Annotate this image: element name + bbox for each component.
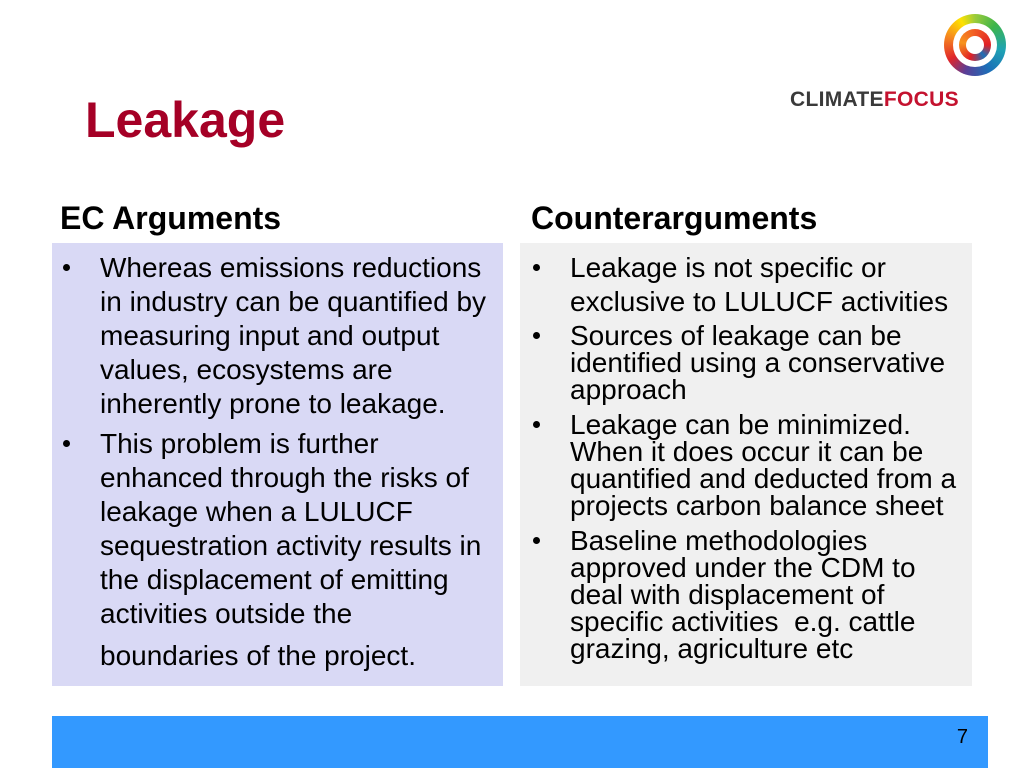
- logo-wordmark: [790, 88, 959, 112]
- bullet-line: leakage when a LULUCF: [100, 496, 413, 527]
- bullet-item: [52, 251, 503, 421]
- bullet-icon: [63, 440, 70, 447]
- counterarguments-heading: Counterarguments: [531, 200, 818, 236]
- logo-word-climate: CLIMATE: [790, 88, 884, 111]
- bullet-line: approach: [570, 374, 687, 405]
- bullet-line: approved under the CDM to: [570, 552, 916, 583]
- bullet-line: values, ecosystems are: [100, 354, 393, 385]
- bullet-line: When it does occur it can be: [570, 436, 924, 467]
- bullet-line: grazing, agriculture etc: [570, 633, 854, 664]
- bullet-line: quantified and deducted from a: [570, 463, 957, 494]
- bullet-icon: [533, 421, 540, 428]
- counterarguments-panel: [520, 243, 972, 686]
- page-number: 7: [956, 726, 968, 748]
- bullet-line: identified using a conservative: [570, 347, 946, 378]
- bullet-icon: [533, 537, 540, 544]
- bullet-line: specific activities e.g. cattle: [570, 606, 916, 637]
- bullet-icon: [533, 264, 540, 271]
- bullet-line: boundaries of the project.: [100, 640, 416, 671]
- bullet-line: Whereas emissions reductions: [100, 252, 482, 283]
- bullet-line: measuring input and output: [100, 320, 440, 351]
- bullet-line: the displacement of emitting: [100, 564, 449, 595]
- bullet-item: [520, 251, 972, 319]
- bullet-item: [520, 411, 972, 519]
- bullet-line: Leakage can be minimized.: [570, 409, 911, 440]
- bullet-line: activities outside the: [100, 598, 353, 629]
- ec-arguments-heading: EC Arguments: [60, 200, 282, 236]
- bullet-line: enhanced through the risks of: [100, 462, 469, 493]
- bullet-line: sequestration activity results in: [100, 530, 482, 561]
- bullet-item: [520, 322, 972, 403]
- bullet-line: exclusive to LULUCF activities: [570, 286, 949, 317]
- bullet-line: Baseline methodologies: [570, 525, 868, 556]
- bullet-line: deal with displacement of: [570, 579, 885, 610]
- bullet-item: [52, 427, 503, 673]
- ec-arguments-panel: [52, 243, 503, 686]
- bullet-icon: [63, 264, 70, 271]
- logo-word-focus: FOCUS: [883, 88, 959, 111]
- bullet-line: This problem is further: [100, 428, 379, 459]
- bullet-item: [520, 527, 972, 662]
- logo-ring-center: [966, 36, 984, 54]
- climatefocus-logo: [944, 14, 1006, 76]
- bullet-line: inherently prone to leakage.: [100, 388, 446, 419]
- bullet-line: in industry can be quantified by: [100, 286, 487, 317]
- slide-title: Leakage: [85, 92, 286, 148]
- bullet-icon: [533, 332, 540, 339]
- bullet-line: projects carbon balance sheet: [570, 490, 944, 521]
- bullet-line: Leakage is not specific or: [570, 252, 886, 283]
- footer-bar: [52, 716, 988, 768]
- bullet-line: Sources of leakage can be: [570, 320, 902, 351]
